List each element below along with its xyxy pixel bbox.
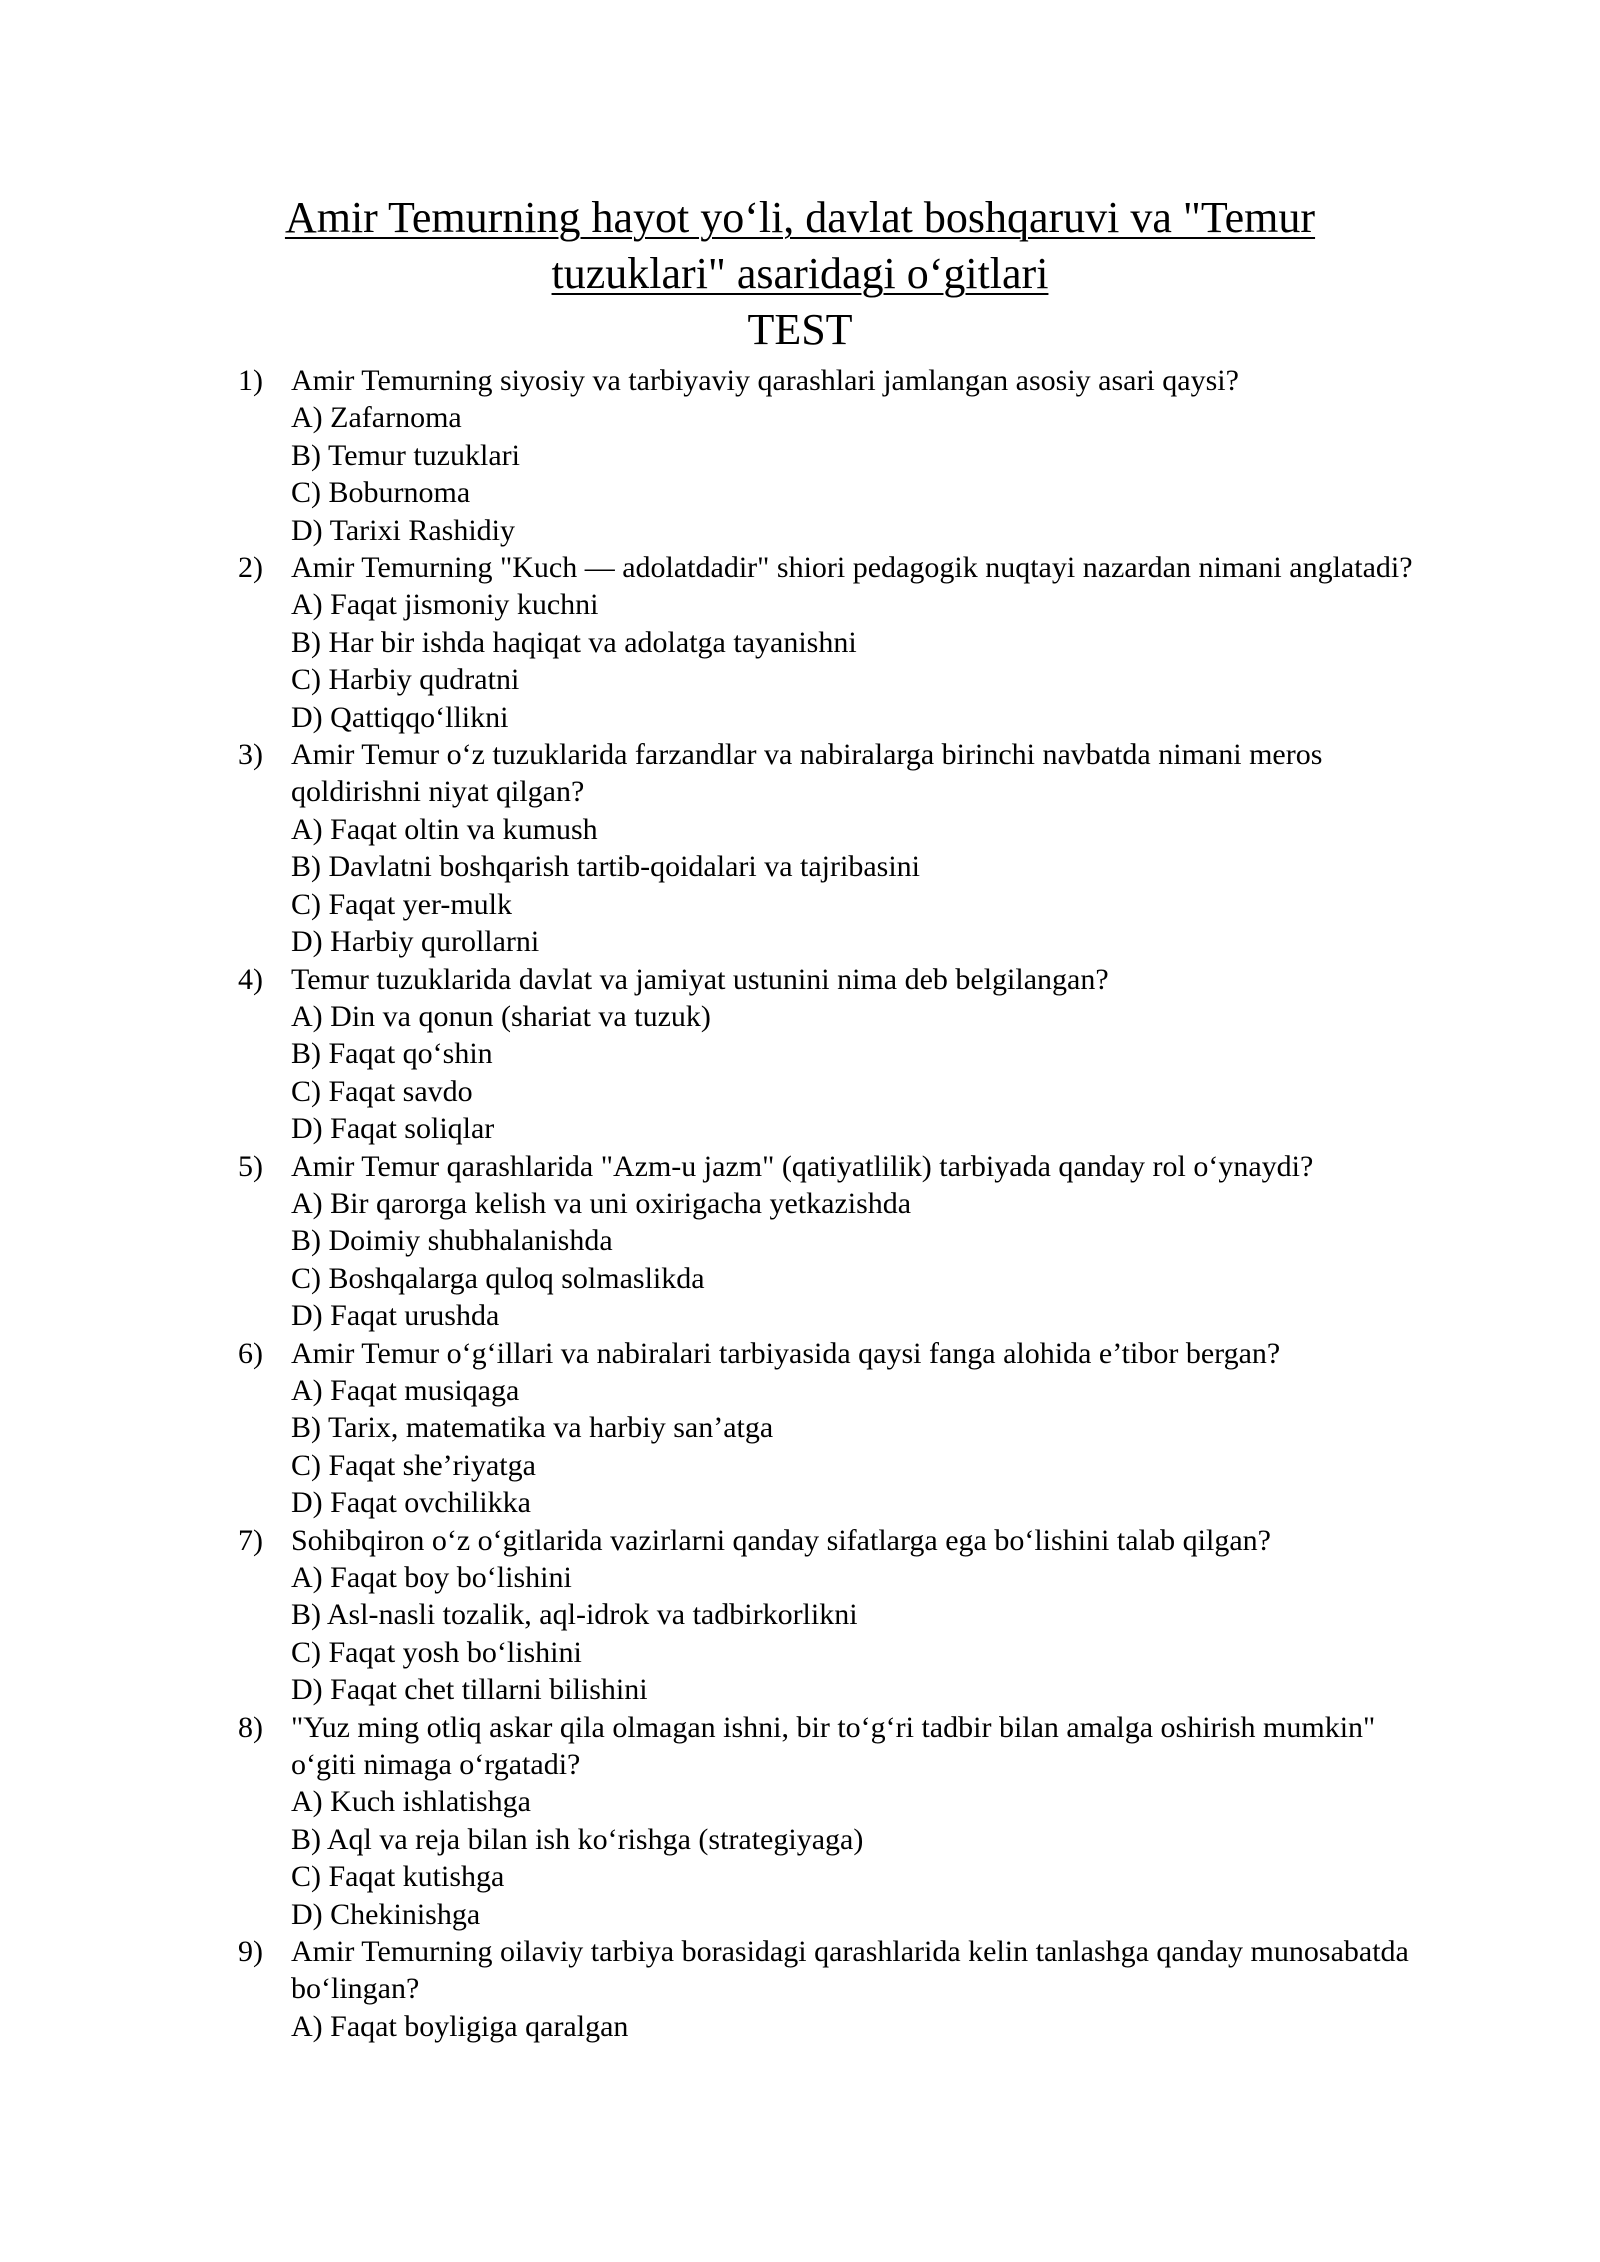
answer-option: A) Faqat boyligiga qaralgan: [291, 2009, 629, 2043]
answer-option: B) Har bir ishda haqiqat va adolatga tayanishni: [291, 625, 857, 659]
answer-option: D) Qattiqqo‘llikni: [291, 700, 509, 734]
answer-option: C) Boburnoma: [291, 476, 471, 510]
question-text: Amir Temurning oilaviy tarbiya borasidagi qarashlarida kelin tanlashga qanday munosabatda bo‘lingan?: [291, 1935, 1409, 2006]
question-item: [238, 736, 1418, 960]
answer-option: A) Faqat musiqaga: [291, 1373, 520, 1407]
question-text: Amir Temur o‘g‘illari va nabiralari tarbiyasida qaysi fanga alohida e’tibor bergan?: [291, 1336, 1281, 1370]
question-text: Amir Temurning "Kuch — adolatdadir" shiori pedagogik nuqtayi nazardan nimani anglatadi?: [291, 551, 1413, 585]
answer-option: B) Temur tuzuklari: [291, 438, 520, 472]
question-text: Temur tuzuklarida davlat va jamiyat ustunini nima deb belgilangan?: [291, 962, 1109, 996]
question-number: 4): [238, 962, 263, 996]
answer-option: A) Kuch ishlatishga: [291, 1785, 531, 1819]
answer-option: C) Faqat savdo: [291, 1074, 473, 1108]
answer-option: B) Asl-nasli tozalik, aql-idrok va tadbirkorlikni: [291, 1598, 858, 1632]
answer-option: C) Faqat she’riyatga: [291, 1448, 536, 1482]
question-text: "Yuz ming otliq askar qila olmagan ishni, bir to‘g‘ri tadbir bilan amalga oshirish mumkin" o‘giti nimaga o‘rgatadi?: [291, 1710, 1376, 1782]
document-subtitle: TEST: [747, 305, 853, 354]
question-item: [238, 549, 1418, 736]
question-number: 9): [238, 1935, 263, 1969]
question-number: 5): [238, 1149, 263, 1183]
question-number: 3): [238, 738, 263, 772]
question-number: 7): [238, 1523, 263, 1557]
question-text: Amir Temur o‘z tuzuklarida farzandlar va nabiralarga birinchi navbatda nimani meros qoldirishni niyat qilgan?: [291, 738, 1323, 809]
answer-option: D) Tarixi Rashidiy: [291, 513, 515, 547]
answer-option: C) Faqat kutishga: [291, 1860, 505, 1894]
question-number: 1): [238, 364, 263, 397]
answer-option: B) Tarix, matematika va harbiy san’atga: [291, 1411, 774, 1445]
question-item: [238, 961, 1418, 1148]
answer-option: D) Faqat chet tillarni bilishini: [291, 1673, 648, 1707]
title-block: [200, 190, 1400, 358]
answer-option: C) Boshqalarga quloq solmaslikda: [291, 1261, 705, 1295]
document-title-line-2: tuzuklari" asaridagi o‘gitlari: [551, 249, 1049, 298]
question-number: 8): [238, 1710, 263, 1744]
question-text: Amir Temurning siyosiy va tarbiyaviy qarashlari jamlangan asosiy asari qaysi?: [291, 364, 1239, 397]
answer-option: D) Faqat soliqlar: [291, 1112, 495, 1146]
answer-option: C) Harbiy qudratni: [291, 663, 520, 697]
question-item: [238, 362, 1418, 549]
answer-option: C) Faqat yosh bo‘lishini: [291, 1635, 582, 1669]
question-list: [238, 362, 1418, 2045]
question-item: [238, 1335, 1418, 1522]
answer-option: A) Faqat oltin va kumush: [291, 812, 598, 846]
answer-option: A) Faqat boy bo‘lishini: [291, 1561, 572, 1594]
question-number: 6): [238, 1336, 263, 1370]
question-text: Amir Temur qarashlarida "Azm-u jazm" (qatiyatlilik) tarbiyada qanday rol o‘ynaydi?: [291, 1149, 1314, 1183]
answer-option: B) Aql va reja bilan ish ko‘rishga (strategiyaga): [291, 1822, 864, 1856]
question-item: [238, 1709, 1418, 1933]
answer-option: A) Zafarnoma: [291, 401, 462, 435]
answer-option: D) Faqat urushda: [291, 1299, 500, 1333]
answer-option: A) Din va qonun (shariat va tuzuk): [291, 999, 711, 1033]
document-title-line-1: Amir Temurning hayot yo‘li, davlat boshqaruvi va "Temur: [284, 193, 1316, 242]
answer-option: D) Harbiy qurollarni: [291, 925, 540, 959]
answer-option: D) Chekinishga: [291, 1897, 481, 1931]
question-item: [238, 1148, 1418, 1335]
answer-option: C) Faqat yer-mulk: [291, 887, 513, 921]
answer-option: B) Doimiy shubhalanishda: [291, 1224, 613, 1258]
question-text: Sohibqiron o‘z o‘gitlarida vazirlarni qanday sifatlarga ega bo‘lishini talab qilgan?: [291, 1523, 1271, 1557]
question-number: 2): [238, 551, 263, 585]
question-item: [238, 1933, 1418, 2045]
answer-option: A) Bir qarorga kelish va uni oxirigacha yetkazishda: [291, 1186, 912, 1220]
answer-option: A) Faqat jismoniy kuchni: [291, 588, 599, 622]
answer-option: D) Faqat ovchilikka: [291, 1486, 531, 1520]
question-item: [238, 1522, 1418, 1709]
answer-option: B) Faqat qo‘shin: [291, 1037, 493, 1071]
answer-option: B) Davlatni boshqarish tartib-qoidalari va tajribasini: [291, 850, 921, 884]
